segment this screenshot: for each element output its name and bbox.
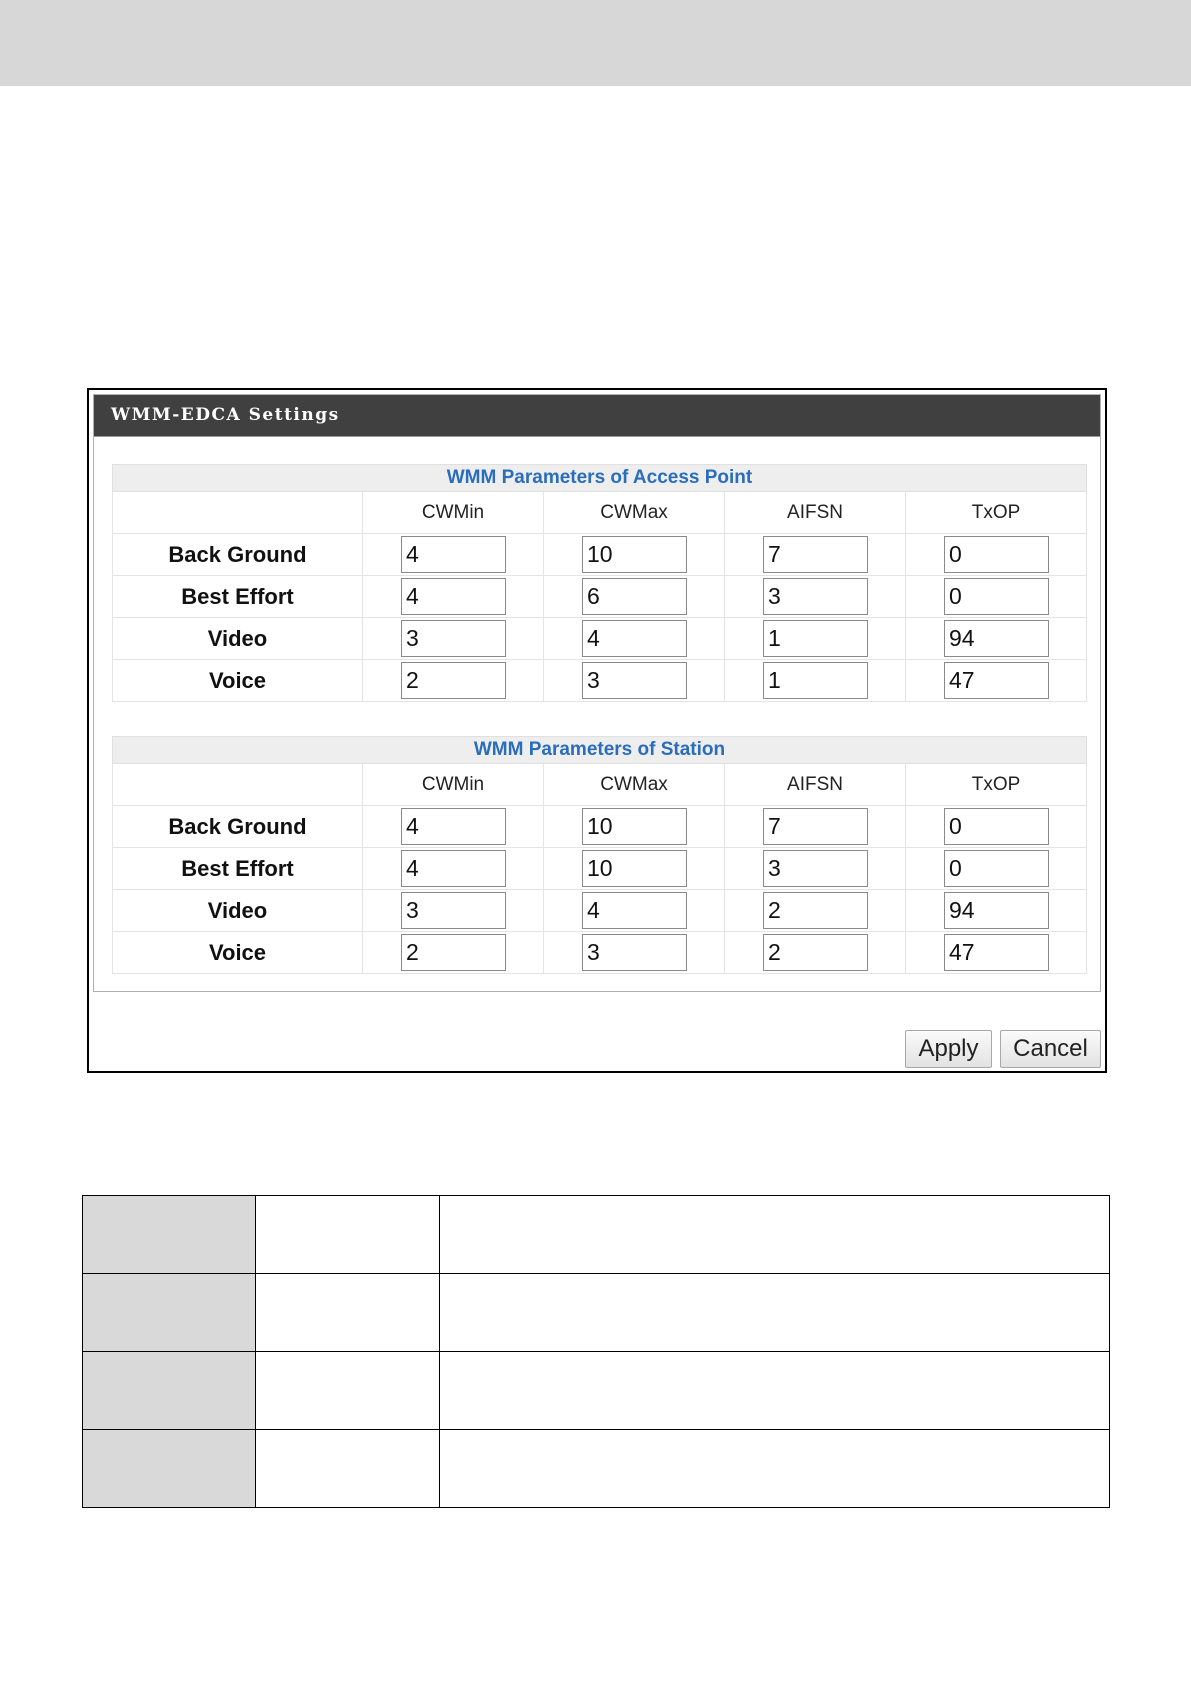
ap-voice-aifsn-input[interactable] bbox=[763, 662, 868, 699]
table-row bbox=[113, 618, 1087, 660]
table-row bbox=[83, 1274, 1110, 1352]
table-row bbox=[113, 932, 1087, 974]
desc-key-cell bbox=[83, 1274, 256, 1352]
desc-text-cell bbox=[440, 1274, 1110, 1352]
desc-key-cell bbox=[83, 1430, 256, 1508]
desc-key-cell bbox=[83, 1352, 256, 1430]
ap-voice-txop-input[interactable] bbox=[944, 662, 1049, 699]
ap-back-ground-cwmin-input[interactable] bbox=[401, 536, 506, 573]
desc-sub-cell bbox=[256, 1196, 440, 1274]
ap-best-effort-aifsn-input[interactable] bbox=[763, 578, 868, 615]
desc-sub-cell bbox=[256, 1430, 440, 1508]
ap-voice-cwmin-input[interactable] bbox=[401, 662, 506, 699]
sta-voice-cwmin-input[interactable] bbox=[401, 934, 506, 971]
table-row bbox=[113, 534, 1087, 576]
ap-back-ground-txop-input[interactable] bbox=[944, 536, 1049, 573]
sta-video-txop-input[interactable] bbox=[944, 892, 1049, 929]
station-table-caption: WMM Parameters of Station bbox=[113, 737, 1087, 764]
row-label-video: Video bbox=[113, 890, 363, 932]
table-row bbox=[83, 1196, 1110, 1274]
row-label-best-effort: Best Effort bbox=[113, 576, 363, 618]
table-row bbox=[113, 890, 1087, 932]
row-label-video: Video bbox=[113, 618, 363, 660]
column-header-cwmax: CWMax bbox=[544, 492, 725, 534]
wmm-edca-settings-panel bbox=[87, 388, 1107, 1073]
sta-voice-aifsn-input[interactable] bbox=[763, 934, 868, 971]
row-label-back-ground: Back Ground bbox=[113, 806, 363, 848]
sta-video-cwmin-input[interactable] bbox=[401, 892, 506, 929]
sta-back-ground-cwmax-input[interactable] bbox=[582, 808, 687, 845]
corner-cell bbox=[113, 764, 363, 806]
table-row bbox=[113, 660, 1087, 702]
row-label-voice: Voice bbox=[113, 932, 363, 974]
station-params-table bbox=[112, 736, 1087, 974]
desc-text-cell bbox=[440, 1196, 1110, 1274]
ap-video-cwmax-input[interactable] bbox=[582, 620, 687, 657]
table-row bbox=[113, 576, 1087, 618]
table-row bbox=[83, 1352, 1110, 1430]
ap-best-effort-cwmin-input[interactable] bbox=[401, 578, 506, 615]
page-header-band bbox=[0, 0, 1191, 86]
description-table bbox=[82, 1195, 1110, 1508]
corner-cell bbox=[113, 492, 363, 534]
sta-voice-cwmax-input[interactable] bbox=[582, 934, 687, 971]
sta-best-effort-txop-input[interactable] bbox=[944, 850, 1049, 887]
wmm-edca-inner-frame bbox=[93, 394, 1101, 992]
sta-back-ground-aifsn-input[interactable] bbox=[763, 808, 868, 845]
row-label-voice: Voice bbox=[113, 660, 363, 702]
column-header-cwmin: CWMin bbox=[363, 764, 544, 806]
access-point-table-caption: WMM Parameters of Access Point bbox=[113, 465, 1087, 492]
column-header-cwmax: CWMax bbox=[544, 764, 725, 806]
sta-best-effort-cwmin-input[interactable] bbox=[401, 850, 506, 887]
panel-title: WMM-EDCA Settings bbox=[94, 395, 1100, 437]
ap-best-effort-cwmax-input[interactable] bbox=[582, 578, 687, 615]
desc-sub-cell bbox=[256, 1274, 440, 1352]
ap-voice-cwmax-input[interactable] bbox=[582, 662, 687, 699]
column-header-aifsn: AIFSN bbox=[725, 492, 906, 534]
sta-back-ground-cwmin-input[interactable] bbox=[401, 808, 506, 845]
table-row bbox=[83, 1430, 1110, 1508]
table-row bbox=[113, 806, 1087, 848]
table-row bbox=[113, 848, 1087, 890]
desc-key-cell bbox=[83, 1196, 256, 1274]
desc-sub-cell bbox=[256, 1352, 440, 1430]
ap-video-aifsn-input[interactable] bbox=[763, 620, 868, 657]
row-label-back-ground: Back Ground bbox=[113, 534, 363, 576]
desc-text-cell bbox=[440, 1352, 1110, 1430]
sta-video-cwmax-input[interactable] bbox=[582, 892, 687, 929]
sta-voice-txop-input[interactable] bbox=[944, 934, 1049, 971]
row-label-best-effort: Best Effort bbox=[113, 848, 363, 890]
column-header-txop: TxOP bbox=[906, 492, 1087, 534]
ap-back-ground-cwmax-input[interactable] bbox=[582, 536, 687, 573]
sta-video-aifsn-input[interactable] bbox=[763, 892, 868, 929]
access-point-params-table bbox=[112, 464, 1087, 702]
ap-back-ground-aifsn-input[interactable] bbox=[763, 536, 868, 573]
sta-back-ground-txop-input[interactable] bbox=[944, 808, 1049, 845]
ap-video-cwmin-input[interactable] bbox=[401, 620, 506, 657]
column-header-txop: TxOP bbox=[906, 764, 1087, 806]
column-header-cwmin: CWMin bbox=[363, 492, 544, 534]
ap-best-effort-txop-input[interactable] bbox=[944, 578, 1049, 615]
column-header-aifsn: AIFSN bbox=[725, 764, 906, 806]
apply-button[interactable]: Apply bbox=[905, 1030, 992, 1068]
sta-best-effort-cwmax-input[interactable] bbox=[582, 850, 687, 887]
ap-video-txop-input[interactable] bbox=[944, 620, 1049, 657]
sta-best-effort-aifsn-input[interactable] bbox=[763, 850, 868, 887]
desc-text-cell bbox=[440, 1430, 1110, 1508]
cancel-button[interactable]: Cancel bbox=[1000, 1030, 1101, 1068]
